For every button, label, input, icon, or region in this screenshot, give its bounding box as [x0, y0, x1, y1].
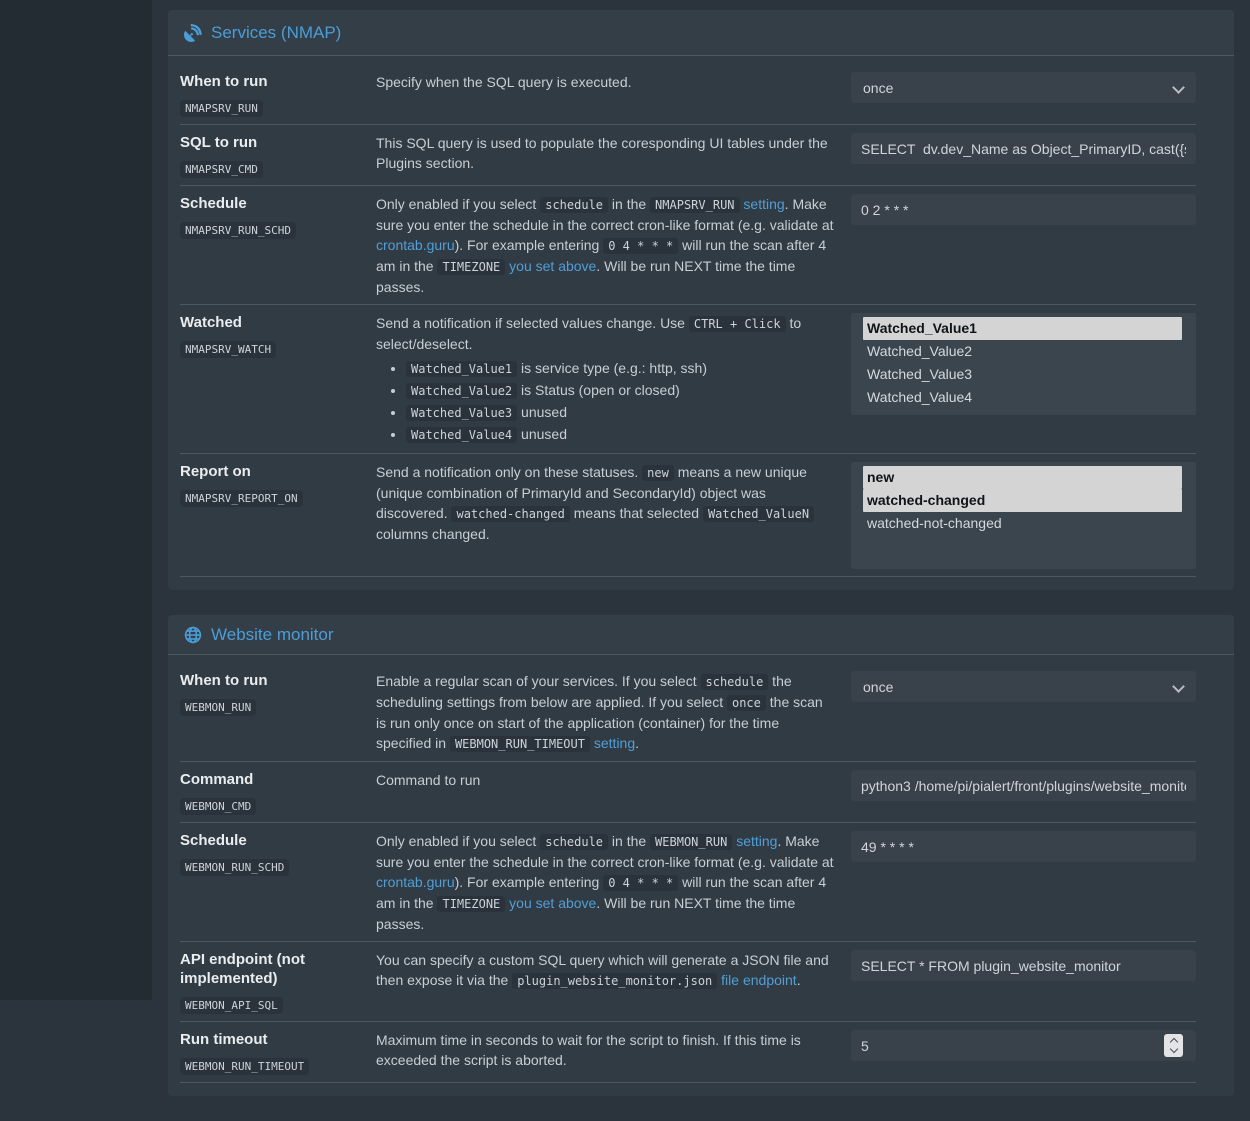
settings-row: [180, 125, 1196, 186]
setting-label: Schedule: [180, 195, 247, 212]
multiselect-option[interactable]: Watched_Value1: [863, 317, 1182, 340]
inline-code: Watched_ValueN: [703, 506, 814, 522]
webmon_run-select[interactable]: [851, 671, 1196, 702]
setting-label: Run timeout: [180, 1031, 268, 1048]
settings-row: [180, 823, 1196, 942]
inline-code: watched-changed: [451, 506, 569, 522]
nmapsrv_run_schd-input[interactable]: [851, 194, 1196, 225]
setting-description: Specify when the SQL query is executed.: [376, 74, 632, 90]
inline-link[interactable]: setting: [743, 196, 785, 212]
setting-code-badge: WEBMON_API_SQL: [180, 997, 283, 1014]
setting-code-badge: WEBMON_RUN_TIMEOUT: [180, 1058, 309, 1075]
bullet-item: • Watched_Value4 unused: [406, 424, 835, 445]
setting-code-badge: WEBMON_RUN_SCHD: [180, 859, 289, 876]
inline-code: TIMEZONE: [437, 259, 505, 275]
satellite-dish-icon: [184, 24, 202, 42]
multiselect-option[interactable]: watched-not-changed: [867, 515, 1002, 531]
inline-link[interactable]: you set above: [509, 258, 597, 274]
webmon_api_sql-input[interactable]: [851, 950, 1196, 981]
inline-code: schedule: [540, 197, 608, 213]
setting-code-badge: NMAPSRV_WATCH: [180, 341, 276, 358]
setting-description: Maximum time in seconds to wait for the script to finish. If this time is exceeded the script is aborted.: [376, 1032, 801, 1068]
setting-description: Command to run: [376, 772, 481, 788]
inline-code: WEBMON_RUN: [650, 834, 732, 850]
setting-code-badge: NMAPSRV_CMD: [180, 161, 263, 178]
inline-code: 0 4 * * *: [603, 875, 678, 891]
settings-panel: [168, 10, 1234, 590]
multiselect-option[interactable]: new: [863, 466, 1182, 489]
chevron-down-icon: [1172, 680, 1185, 693]
setting-code-badge: NMAPSRV_RUN: [180, 100, 263, 117]
chevron-down-icon: [1172, 81, 1185, 94]
inline-code: TIMEZONE: [437, 896, 505, 912]
panel-title: Services (NMAP): [211, 23, 342, 42]
inline-code: Watched_Value4: [406, 427, 517, 443]
setting-label: When to run: [180, 73, 268, 90]
inline-link[interactable]: you set above: [509, 895, 597, 911]
setting-label: SQL to run: [180, 134, 258, 151]
panel-header: [168, 10, 1234, 56]
settings-row: [180, 64, 1196, 125]
inline-code: WEBMON_RUN_TIMEOUT: [450, 736, 590, 752]
globe-icon: [184, 626, 202, 644]
inline-code: new: [642, 465, 674, 481]
setting-description: You can specify a custom SQL query which will generate a JSON file and then expose it via the plugin_website_monitor.json file endpoint.: [376, 952, 829, 988]
setting-code-badge: NMAPSRV_REPORT_ON: [180, 490, 303, 507]
inline-code: CTRL + Click: [689, 316, 786, 332]
bullet-item: • Watched_Value3 unused: [406, 402, 835, 423]
setting-description: Only enabled if you select schedule in the NMAPSRV_RUN setting. Make sure you enter the schedule in the correct cron-like format (e.g. validate at crontab.guru). For example entering 0 4 * * * will run the scan after 4 am in the TIMEZONE you set above. Will be run NEXT time the time passes.: [376, 196, 834, 295]
select-value: once: [863, 678, 894, 695]
multiselect-option[interactable]: Watched_Value4: [867, 389, 973, 405]
webmon_run_timeout-input[interactable]: [851, 1030, 1196, 1061]
setting-description: Send a notification only on these statuses. new means a new unique (unique combination of PrimaryId and SecondaryId) object was discovered. watched-changed means that selected Watched_ValueN columns changed.: [376, 462, 851, 569]
inline-link[interactable]: setting: [736, 833, 778, 849]
panel-header: [168, 615, 1234, 655]
setting-label: Watched: [180, 314, 242, 331]
nmapsrv_watch-multiselect[interactable]: [851, 313, 1196, 415]
setting-description: This SQL query is used to populate the coresponding UI tables under the Plugins section.: [376, 135, 828, 171]
inline-code: Watched_Value3: [406, 405, 517, 421]
inline-link[interactable]: crontab.guru: [376, 874, 455, 890]
setting-label: When to run: [180, 672, 268, 689]
settings-row: [180, 663, 1196, 762]
settings-row: [180, 454, 1196, 577]
settings-panel: [168, 615, 1234, 1096]
settings-row: [180, 762, 1196, 823]
setting-description: Only enabled if you select schedule in the WEBMON_RUN setting. Make sure you enter the schedule in the correct cron-like format (e.g. validate at crontab.guru). For example entering 0 4 * * * will run the scan after 4 am in the TIMEZONE you set above. Will be run NEXT time the time passes.: [376, 833, 834, 932]
setting-label: API endpoint (not implemented): [180, 951, 305, 987]
setting-description: Enable a regular scan of your services. If you select schedule the scheduling settings from below are applied. If you select once the scan is run only once on start of the application (container) for the time specified in WEBMON_RUN_TIMEOUT setting.: [376, 673, 823, 751]
panel-title: Website monitor: [211, 625, 334, 644]
setting-code-badge: NMAPSRV_RUN_SCHD: [180, 222, 296, 239]
settings-row: [180, 305, 1196, 454]
bullet-item: • Watched_Value2 is Status (open or closed): [406, 380, 835, 401]
inline-code: plugin_website_monitor.json: [512, 973, 717, 989]
inline-code: once: [727, 695, 766, 711]
content: [152, 0, 1250, 1121]
panel-body: [168, 655, 1234, 1096]
inline-code: schedule: [540, 834, 608, 850]
webmon_run_schd-input[interactable]: [851, 831, 1196, 862]
value-bullet-list: [376, 358, 835, 445]
panel-body: [168, 56, 1234, 590]
multiselect-option[interactable]: Watched_Value3: [867, 366, 973, 382]
nmapsrv_run-select[interactable]: [851, 72, 1196, 103]
multiselect-option[interactable]: Watched_Value2: [867, 343, 973, 359]
setting-code-badge: WEBMON_CMD: [180, 798, 256, 815]
setting-label: Command: [180, 771, 254, 788]
sidebar: [0, 0, 152, 1000]
stepper-down-icon[interactable]: [1169, 1045, 1177, 1053]
nmapsrv_report_on-multiselect[interactable]: [851, 462, 1196, 569]
inline-link[interactable]: file endpoint: [721, 972, 797, 988]
select-value: once: [863, 79, 894, 96]
setting-description: Send a notification if selected values change. Use CTRL + Click to select/deselect. • Watched_Value1 is service type (e.g.: http, ssh) • Watched_Value2 is Status (open or closed) • Watched_Value3 unused • Watched_Value4 unused: [376, 313, 851, 446]
inline-link[interactable]: crontab.guru: [376, 237, 455, 253]
nmapsrv_cmd-input[interactable]: [851, 133, 1196, 164]
multiselect-option[interactable]: watched-changed: [863, 489, 1182, 512]
inline-code: schedule: [701, 674, 769, 690]
webmon_cmd-input[interactable]: [851, 770, 1196, 801]
inline-code: NMAPSRV_RUN: [650, 197, 739, 213]
setting-label: Schedule: [180, 832, 247, 849]
inline-link[interactable]: setting: [593, 735, 636, 751]
bullet-item: • Watched_Value1 is service type (e.g.: http, ssh): [406, 358, 835, 379]
settings-row: [180, 942, 1196, 1022]
inline-code: Watched_Value2: [406, 383, 517, 399]
inline-code: Watched_Value1: [406, 361, 517, 377]
settings-row: [180, 1022, 1196, 1083]
number-stepper[interactable]: [1164, 1034, 1183, 1057]
inline-code: 0 4 * * *: [603, 238, 678, 254]
setting-label: Report on: [180, 463, 251, 480]
setting-code-badge: WEBMON_RUN: [180, 699, 256, 716]
settings-row: [180, 186, 1196, 305]
